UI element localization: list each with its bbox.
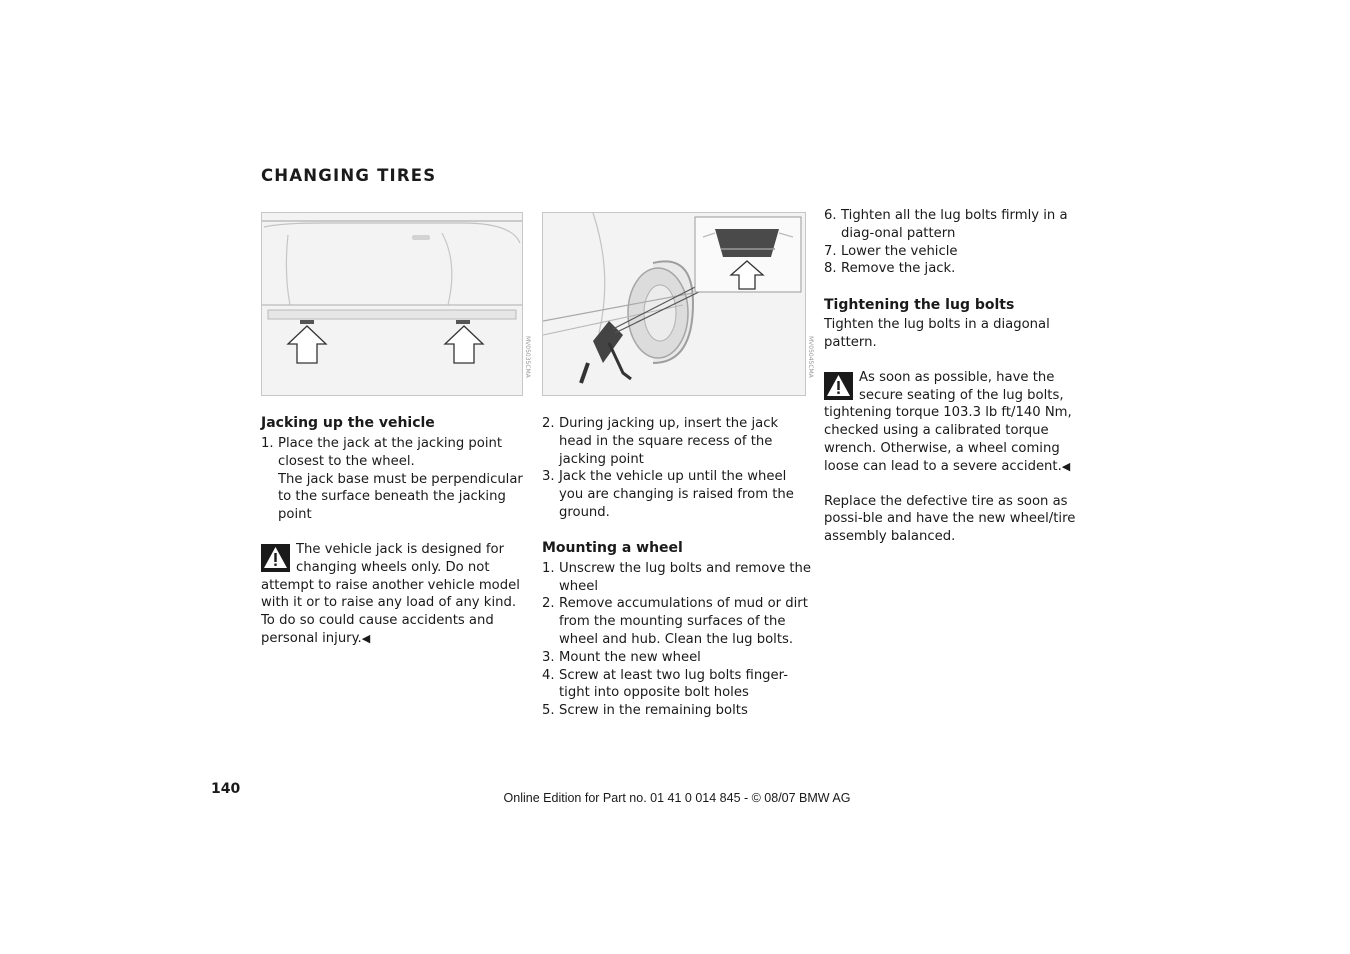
warning-icon <box>261 544 290 572</box>
list-item: 6. Tighten all the lug bolts firmly in a diag-onal pattern <box>824 208 1068 241</box>
tightening-heading: Tightening the lug bolts <box>824 297 1015 314</box>
column-left <box>261 413 533 648</box>
list-item: 1. Place the jack at the jacking point closest to the wheel. The jack base must be perpendicular to the surface beneath the jacking point <box>261 436 523 523</box>
jack-warning: The vehicle jack is designed for changing wheels only. Do not attempt to raise another vehicle model with it or to raise any load of any kind. To do so could cause accidents and personal injury.◀ <box>261 541 520 646</box>
footer: Online Edition for Part no. 01 41 0 014 845 - © 08/07 BMW AG <box>503 791 851 805</box>
page-number: 140 <box>211 781 241 797</box>
page-title: CHANGING TIRES <box>261 166 437 185</box>
mounting-heading: Mounting a wheel <box>542 539 683 556</box>
list-item: 8. Remove the jack. <box>824 261 956 277</box>
list-item: 1. Unscrew the lug bolts and remove the wheel <box>542 560 812 594</box>
jacking-heading: Jacking up the vehicle <box>261 415 435 431</box>
replace-text: Replace the defective tire as soon as possi-ble and have the new wheel/tire assembly balanced. <box>824 493 1076 545</box>
end-mark-icon: ◀ <box>1061 459 1071 473</box>
column-middle <box>542 415 814 720</box>
jacking-points-figure <box>261 212 523 396</box>
figure-code: MV05045CMA <box>807 336 814 378</box>
end-mark-icon: ◀ <box>361 631 371 645</box>
list-item: 2. During jacking up, insert the jack head in the square recess of the jacking point <box>542 416 779 467</box>
list-item: 3. Mount the new wheel <box>542 649 701 665</box>
tightening-text: Tighten the lug bolts in a diagonal pattern. <box>824 317 1050 350</box>
torque-warning: As soon as possible, have the secure seating of the lug bolts, tightening torque 103.3 lb ft/140 Nm, checked using a calibrated torque wrench. Otherwise, a wheel coming loose can lead to a severe accident.◀ <box>824 369 1072 474</box>
jack-position-figure <box>542 212 806 396</box>
car-side-illustration <box>262 213 522 395</box>
list-item: 4. Screw at least two lug bolts finger-tight into opposite bolt holes <box>542 667 789 701</box>
list-item: 5. Screw in the remaining bolts <box>542 703 748 719</box>
list-item: 7. Lower the vehicle <box>824 243 958 259</box>
column-right <box>824 207 1096 546</box>
list-item: 3. Jack the vehicle up until the wheel you are changing is raised from the ground. <box>542 469 794 520</box>
list-item: 2. Remove accumulations of mud or dirt from the mounting surfaces of the wheel and hub. Clean the lug bolts. <box>542 596 808 647</box>
jack-wheel-illustration <box>543 213 805 395</box>
warning-icon <box>824 372 853 400</box>
figure-code: MV05035CMA <box>524 336 531 378</box>
